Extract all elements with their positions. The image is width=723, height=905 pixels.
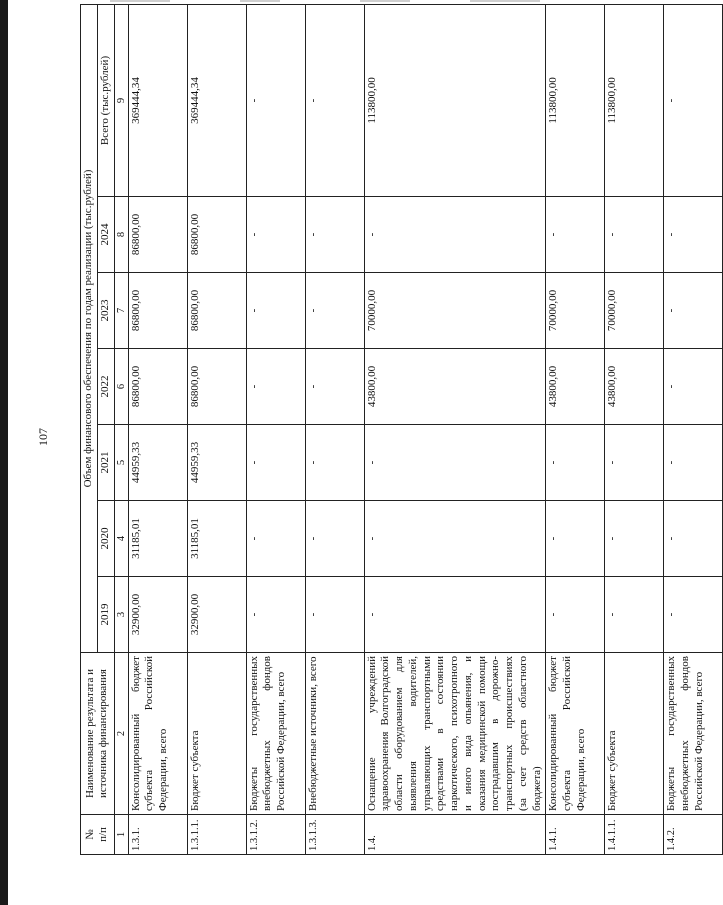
table-row — [605, 4, 664, 854]
table-row — [305, 4, 364, 854]
table-row — [246, 4, 305, 854]
row-name: Бюджет субъекта — [605, 653, 664, 815]
cell-total: - — [305, 4, 364, 196]
cell-value: 86800,00 — [128, 273, 187, 349]
column-number: 9 — [114, 4, 128, 196]
scan-mark — [110, 0, 170, 2]
cell-value: - — [546, 197, 605, 273]
table-row — [364, 4, 546, 854]
column-number: 1 — [114, 815, 128, 855]
row-name: Бюджеты государственных внебюджетных фондов Российской Федерации, всего — [664, 653, 723, 815]
cell-value: - — [664, 501, 723, 577]
cell-value: - — [364, 425, 546, 501]
row-code: 1.3.1. — [128, 815, 187, 855]
scan-mark — [240, 0, 280, 2]
column-number: 4 — [114, 501, 128, 577]
cell-value: - — [664, 349, 723, 425]
table-row — [546, 4, 605, 854]
column-number: 2 — [114, 653, 128, 815]
cell-value: - — [605, 197, 664, 273]
cell-total: 369444,34 — [187, 4, 246, 196]
cell-value: 86800,00 — [187, 273, 246, 349]
row-code: 1.4.1.1. — [605, 815, 664, 855]
row-name: Внебюджетные источники, всего — [305, 653, 364, 815]
cell-value: - — [605, 577, 664, 653]
row-code: 1.4.1. — [546, 815, 605, 855]
cell-value: - — [605, 425, 664, 501]
header-year: 2019 — [97, 577, 114, 653]
column-number: 3 — [114, 577, 128, 653]
cell-value: 32900,00 — [187, 577, 246, 653]
cell-value: 43800,00 — [364, 349, 546, 425]
row-code: 1.3.1.1. — [187, 815, 246, 855]
header-name: Наименование результата и источника финансирования — [81, 653, 115, 815]
cell-value: - — [246, 501, 305, 577]
cell-value: 32900,00 — [128, 577, 187, 653]
cell-value: - — [664, 425, 723, 501]
cell-value: 44959,33 — [128, 425, 187, 501]
row-name: Консолидированный бюджет субъекта Российской Федерации, всего — [128, 653, 187, 815]
cell-value: 86800,00 — [187, 197, 246, 273]
cell-value: - — [364, 577, 546, 653]
column-number: 8 — [114, 197, 128, 273]
header-year: 2021 — [97, 425, 114, 501]
cell-value: - — [605, 501, 664, 577]
cell-value: - — [305, 349, 364, 425]
cell-value: 31185,01 — [128, 501, 187, 577]
scan-edge — [0, 0, 8, 905]
cell-value: - — [364, 501, 546, 577]
cell-value: - — [546, 577, 605, 653]
cell-value: 70000,00 — [605, 273, 664, 349]
cell-total: 369444,34 — [128, 4, 187, 196]
table-row — [664, 4, 723, 854]
cell-total: 113800,00 — [546, 4, 605, 196]
cell-value: - — [246, 425, 305, 501]
row-name: Оснащение учреждений здравоохранения Волгоградской области оборудованием для выявления водителей, управляющих транспортными средствами в состоянии наркотического, психотропного и иного вида опьянения, и оказания медицинской помощи пострадавшим в дорожно-транспортных происшествиях (за счет средств областного бюджета) — [364, 653, 546, 815]
cell-value: - — [305, 501, 364, 577]
cell-value: 86800,00 — [128, 349, 187, 425]
cell-value: - — [246, 197, 305, 273]
cell-value: 86800,00 — [128, 197, 187, 273]
cell-value: - — [546, 501, 605, 577]
header-year: 2020 — [97, 501, 114, 577]
table-body — [128, 4, 723, 854]
cell-total: 113800,00 — [364, 4, 546, 196]
cell-value: 70000,00 — [364, 273, 546, 349]
row-code: 1.4. — [364, 815, 546, 855]
cell-value: - — [664, 577, 723, 653]
column-number: 7 — [114, 273, 128, 349]
cell-value: - — [246, 273, 305, 349]
table-row — [187, 4, 246, 854]
header-no: № п/п — [81, 815, 115, 855]
row-code: 1.3.1.3. — [305, 815, 364, 855]
header-year: 2023 — [97, 273, 114, 349]
cell-value: 43800,00 — [546, 349, 605, 425]
table-row — [128, 4, 187, 854]
cell-value: - — [246, 577, 305, 653]
funding-table — [80, 4, 723, 855]
row-name: Консолидированный бюджет субъекта Российской Федерации, всего — [546, 653, 605, 815]
header-total: Всего (тыс.рублей) — [97, 4, 114, 196]
header-funding-group: Объем финансового обеспечения по годам реализации (тыс.рублей) — [81, 4, 98, 652]
cell-value: - — [305, 425, 364, 501]
column-number: 5 — [114, 425, 128, 501]
cell-value: - — [246, 349, 305, 425]
rotated-table-frame — [80, 45, 705, 855]
cell-value: - — [364, 197, 546, 273]
row-code: 1.3.1.2. — [246, 815, 305, 855]
cell-value: 44959,33 — [187, 425, 246, 501]
cell-value: 70000,00 — [546, 273, 605, 349]
cell-total: - — [664, 4, 723, 196]
cell-value: - — [305, 273, 364, 349]
cell-value: - — [664, 197, 723, 273]
header-year: 2024 — [97, 197, 114, 273]
row-name: Бюджет субъекта — [187, 653, 246, 815]
cell-value: - — [305, 197, 364, 273]
page-number: 107 — [36, 428, 50, 446]
cell-value: 43800,00 — [605, 349, 664, 425]
cell-total: - — [246, 4, 305, 196]
cell-value: - — [664, 273, 723, 349]
column-number: 6 — [114, 349, 128, 425]
cell-value: - — [546, 425, 605, 501]
cell-value: 31185,01 — [187, 501, 246, 577]
scan-mark — [360, 0, 410, 2]
cell-value: - — [305, 577, 364, 653]
header-year: 2022 — [97, 349, 114, 425]
cell-total: 113800,00 — [605, 4, 664, 196]
row-name: Бюджеты государственных внебюджетных фондов Российской Федерации, всего — [246, 653, 305, 815]
scan-mark — [470, 0, 540, 2]
row-code: 1.4.2. — [664, 815, 723, 855]
cell-value: 86800,00 — [187, 349, 246, 425]
